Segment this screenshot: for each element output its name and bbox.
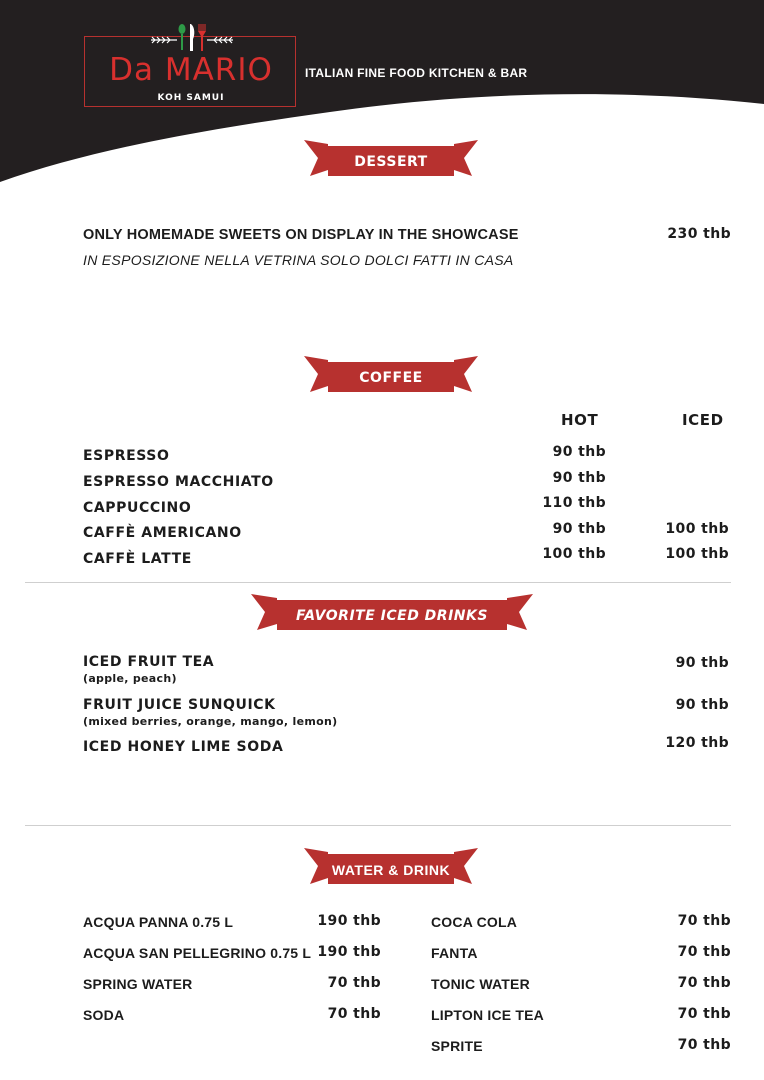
coffee-item-name: CAPPUCCINO: [83, 500, 192, 516]
cutlery-icon: [85, 37, 86, 38]
dessert-item: ONLY HOMEMADE SWEETS ON DISPLAY IN THE SHOWCASE: [83, 227, 519, 243]
water-item-price: 70 thb: [327, 975, 381, 991]
water-banner: [304, 846, 478, 890]
water-item-name: FANTA: [431, 945, 478, 961]
coffee-item-hot: 90 thb: [552, 521, 606, 537]
coffee-banner: [304, 354, 478, 398]
divider: [25, 825, 731, 826]
coffee-item-iced: 100 thb: [665, 521, 729, 537]
coffee-title: COFFEE: [359, 370, 423, 386]
iced-item-price: 90 thb: [675, 697, 729, 713]
dessert-price: 230 thb: [667, 226, 731, 242]
coffee-item-name: ESPRESSO MACCHIATO: [83, 474, 274, 490]
divider: [25, 582, 731, 583]
iced-item-price: 90 thb: [675, 655, 729, 671]
water-item-name: ACQUA SAN PELLEGRINO 0.75 L: [83, 945, 312, 961]
iced-item-desc: (apple, peach): [83, 672, 177, 685]
coffee-item-name: CAFFÈ AMERICANO: [83, 525, 242, 541]
logo-location: KOH SAMUI: [157, 93, 225, 103]
water-item-price: 190 thb: [317, 944, 381, 960]
water-title: WATER & DRINK: [331, 862, 451, 878]
coffee-item-hot: 100 thb: [542, 546, 606, 562]
iced-item-name: ICED FRUIT TEA: [83, 654, 215, 670]
water-item-price: 70 thb: [677, 1006, 731, 1022]
coffee-item-iced: 100 thb: [665, 546, 729, 562]
water-item-name: COCA COLA: [431, 914, 518, 930]
iced-item-desc: (mixed berries, orange, mango, lemon): [83, 715, 338, 728]
dessert-item-italian: IN ESPOSIZIONE NELLA VETRINA SOLO DOLCI FATTI IN CASA: [83, 252, 514, 268]
coffee-item-hot: 90 thb: [552, 444, 606, 460]
water-item-name: ACQUA PANNA 0.75 L: [83, 914, 234, 930]
water-item-name: SPRING WATER: [83, 976, 193, 992]
water-item-price: 190 thb: [317, 913, 381, 929]
iced-drinks-banner: [251, 592, 533, 636]
iced-item-name: FRUIT JUICE SUNQUICK: [83, 697, 276, 713]
tagline: ITALIAN FINE FOOD KITCHEN & BAR: [305, 66, 528, 80]
iced-item-price: 120 thb: [665, 735, 729, 751]
water-item-name: SPRITE: [431, 1038, 483, 1054]
water-item-name: TONIC WATER: [431, 976, 530, 992]
water-item-price: 70 thb: [327, 1006, 381, 1022]
water-item-name: LIPTON ICE TEA: [431, 1007, 544, 1023]
coffee-item-name: CAFFÈ LATTE: [83, 551, 192, 567]
water-item-price: 70 thb: [677, 944, 731, 960]
coffee-item-hot: 90 thb: [552, 470, 606, 486]
coffee-iced-header: ICED: [682, 411, 724, 429]
water-item-price: 70 thb: [677, 913, 731, 929]
coffee-item-name: ESPRESSO: [83, 448, 170, 464]
logo-name: Da MARIO: [109, 52, 273, 88]
iced-item-name: ICED HONEY LIME SODA: [83, 739, 284, 755]
water-item-name: SODA: [83, 1007, 125, 1023]
water-item-price: 70 thb: [677, 1037, 731, 1053]
dessert-title: DESSERT: [354, 154, 428, 170]
iced-drinks-title: FAVORITE ICED DRINKS: [296, 608, 488, 624]
logo: [84, 36, 296, 107]
coffee-item-hot: 110 thb: [542, 495, 606, 511]
coffee-hot-header: HOT: [561, 411, 599, 429]
dessert-banner: [304, 138, 478, 182]
water-item-price: 70 thb: [677, 975, 731, 991]
